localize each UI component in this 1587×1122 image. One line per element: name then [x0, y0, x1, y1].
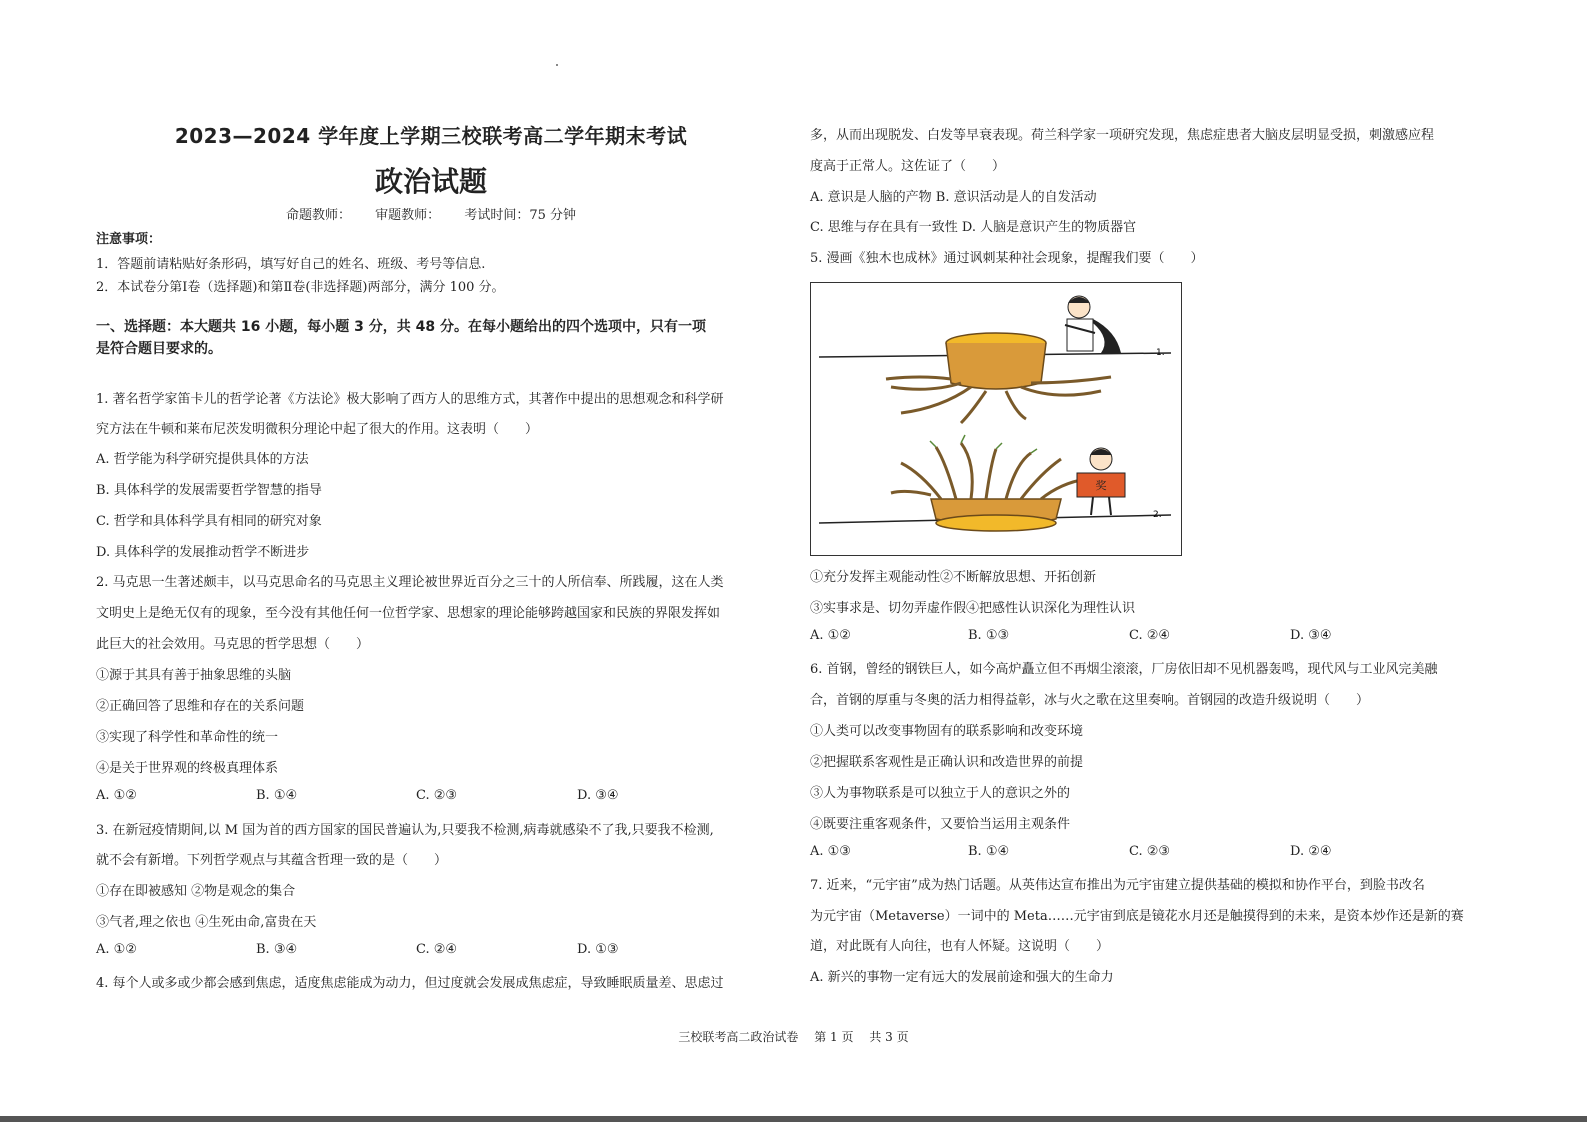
page-footer [0, 1028, 1587, 1045]
q2-statement: ②正确回答了思维和存在的关系问题 [96, 699, 305, 714]
q6-stem: 合，首钢的厚重与冬奥的活力相得益彰，冰与火之歌在这里奏响。首钢园的改造升级说明（ ） [810, 693, 1370, 708]
q6-stem: 6. 首钢，曾经的钢铁巨人，如今高炉矗立但不再烟尘滚滚，厂房依旧却不见机器轰鸣，现代风与工业风完美融 [810, 662, 1438, 677]
q6-statement: ④既要注重客观条件，又要恰当运用主观条件 [810, 817, 1071, 832]
q2-stem: 2. 马克思一生著述颇丰，以马克思命名的马克思主义理论被世界近百分之三十的人所信奉、所践履，这在人类 [96, 575, 724, 590]
note-item: 1．答题前请粘贴好条形码，填写好自己的姓名、班级、考号等信息. [96, 257, 486, 272]
section-heading [96, 316, 766, 360]
q6-option-c: C. ②③ [1129, 844, 1171, 859]
setter-label: 命题教师： [286, 208, 352, 223]
q2-stem: 文明史上是绝无仅有的现象，至今没有其他任何一位哲学家、思想家的理论能够跨越国家和民族的界限发挥如 [96, 606, 721, 621]
q7-option-a: A. 新兴的事物一定有远大的发展前途和强大的生命力 [810, 970, 1114, 985]
q6-statement: ③人为事物联系是可以独立于人的意识之外的 [810, 786, 1071, 801]
cartoon-image [810, 282, 1182, 556]
q6-statement: ①人类可以改变事物固有的联系影响和改变环境 [810, 724, 1084, 739]
q5-option-c: C. ②④ [1129, 628, 1171, 643]
exam-meta [96, 204, 766, 223]
exam-title: 2023—2024 学年度上学期三校联考高二学年期末考试 [174, 124, 688, 148]
q6-statement: ②把握联系客观性是正确认识和改造世界的前提 [810, 755, 1084, 770]
q7-stem: 道，对此既有人向往，也有人怀疑。这说明（ ） [810, 939, 1110, 954]
reviewer-label: 审题教师： [375, 208, 441, 223]
q6-options [810, 844, 1480, 864]
q2-option-d: D. ③④ [577, 788, 619, 803]
footer-page-number: 第 1 页 [814, 1030, 854, 1044]
q3-stem: 3. 在新冠疫情期间,以 M 国为首的西方国家的国民普遍认为,只要我不检测,病毒就感染不了我,只要我不检测, [96, 823, 714, 838]
q4-stem: 4. 每个人或多或少都会感到焦虑，适度焦虑能成为动力，但过度就会发展成焦虑症，导致睡眠质量差、思虑过 [96, 976, 724, 991]
notes-heading: 注意事项： [96, 232, 162, 247]
panel-1-label: 1. [1156, 348, 1165, 358]
stray-dot [556, 64, 558, 66]
q3-option-b: B. ③④ [256, 942, 298, 957]
q4-stem: 度高于正常人。这佐证了（ ） [810, 159, 1006, 174]
note-item: 2．本试卷分第Ⅰ卷（选择题)和第Ⅱ卷(非选择题)两部分，满分 100 分。 [96, 280, 505, 295]
q4-options-cd: C. 思维与存在具有一致性 D. 人脑是意识产生的物质器官 [810, 220, 1137, 235]
q7-stem: 为元宇宙（Metaverse）一词中的 Meta……元宇宙到底是镜花水月还是触摸得到的未来，是资本炒作还是新的赛 [810, 909, 1464, 924]
q3-stem: 就不会有新增。下列哲学观点与其蕴含哲理一致的是（ ） [96, 853, 448, 868]
q2-option-b: B. ①④ [256, 788, 298, 803]
panel-2-label: 2. [1153, 510, 1162, 520]
q2-stem: 此巨大的社会效用。马克思的哲学思想（ ） [96, 637, 370, 652]
q6-option-b: B. ①④ [968, 844, 1010, 859]
q4-stem: 多，从而出现脱发、白发等早衰表现。荷兰科学家一项研究发现，焦虑症患者大脑皮层明显受损，刺激感应程 [810, 128, 1435, 143]
footer-exam-name: 三校联考高二政治试卷 [678, 1030, 799, 1044]
sign-text: 奖 [1095, 479, 1107, 492]
q1-option-c: C. 哲学和具体科学具有相同的研究对象 [96, 514, 322, 529]
q1-stem: 究方法在牛顿和莱布尼茨发明微积分理论中起了很大的作用。这表明（ ） [96, 422, 539, 437]
q3-option-a: A. ①② [96, 942, 137, 957]
exam-time: 考试时间：75 分钟 [464, 208, 576, 223]
q5-statement: ①充分发挥主观能动性②不断解放思想、开拓创新 [810, 570, 1097, 585]
q6-option-a: A. ①③ [810, 844, 851, 859]
q1-option-d: D. 具体科学的发展推动哲学不断进步 [96, 545, 310, 560]
q4-options-ab: A. 意识是人脑的产物 B. 意识活动是人的自发活动 [810, 190, 1097, 205]
section-heading-line: 一、选择题：本大题共 16 小题，每小题 3 分，共 48 分。在每小题给出的四个选项中，只有一项 [96, 319, 706, 335]
q7-stem: 7. 近来，“元宇宙”成为热门话题。从英伟达宣布推出为元宇宙建立提供基础的模拟和协作平台，到脸书改名 [810, 878, 1425, 893]
bottom-border [0, 1116, 1587, 1122]
q1-option-b: B. 具体科学的发展需要哲学智慧的指导 [96, 483, 322, 498]
q5-option-d: D. ③④ [1290, 628, 1332, 643]
q2-statement: ①源于其具有善于抽象思维的头脑 [96, 668, 292, 683]
q3-option-d: D. ①③ [577, 942, 619, 957]
subject-title: 政治试题 [374, 165, 487, 198]
q2-statement: ③实现了科学性和革命性的统一 [96, 730, 279, 745]
q1-stem: 1. 著名哲学家笛卡儿的哲学论著《方法论》极大影响了西方人的思维方式，其著作中提出的思想观念和科学研 [96, 392, 724, 407]
q3-statement: ①存在即被感知 ②物是观念的集合 [96, 884, 296, 899]
cartoon-drawing [811, 283, 1181, 555]
q5-statement: ③实事求是、切勿弄虚作假④把感性认识深化为理性认识 [810, 601, 1136, 616]
q2-option-c: C. ②③ [416, 788, 458, 803]
q5-stem: 5. 漫画《独木也成林》通过讽刺某种社会现象，提醒我们要（ ） [810, 251, 1204, 266]
q5-options [810, 628, 1480, 648]
section-heading-line: 是符合题目要求的。 [96, 341, 222, 357]
q3-options [96, 942, 766, 962]
q2-option-a: A. ①② [96, 788, 137, 803]
footer-total-pages: 共 3 页 [869, 1030, 909, 1044]
q5-option-a: A. ①② [810, 628, 851, 643]
q3-option-c: C. ②④ [416, 942, 458, 957]
q5-option-b: B. ①③ [968, 628, 1010, 643]
q2-options [96, 788, 766, 808]
q1-option-a: A. 哲学能为科学研究提供具体的方法 [96, 452, 309, 467]
q2-statement: ④是关于世界观的终极真理体系 [96, 761, 279, 776]
q3-statement: ③气者,理之依也 ④生死由命,富贵在天 [96, 915, 317, 930]
q6-option-d: D. ②④ [1290, 844, 1332, 859]
